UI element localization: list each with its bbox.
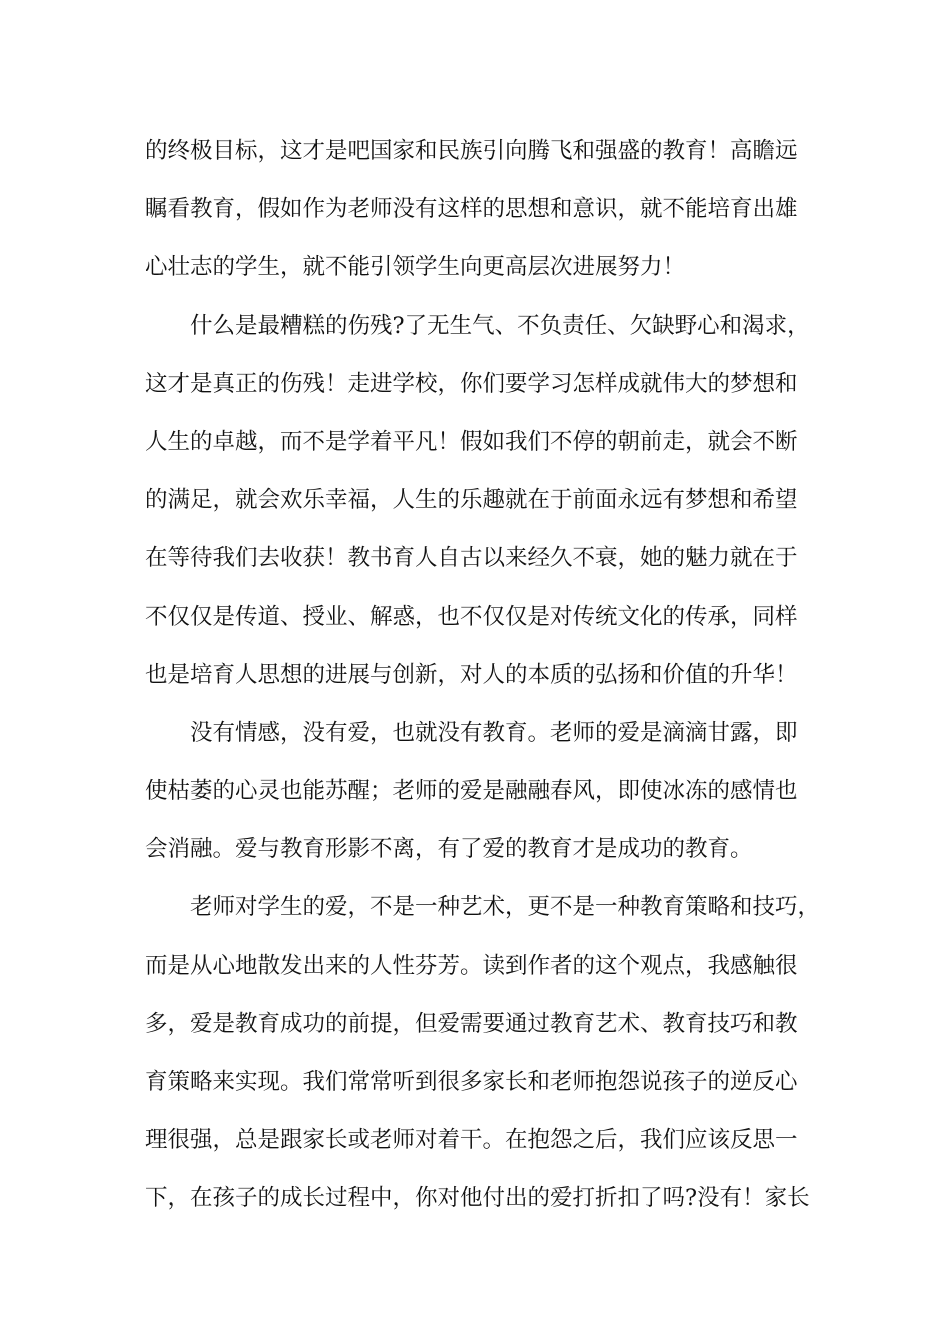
text-line: 会消融。爱与教育形影不离，有了爱的教育才是成功的教育。: [145, 836, 753, 863]
text-line: 也是培育人思想的进展与创新，对人的本质的弘扬和价值的升华！: [145, 661, 798, 688]
text-line: 育策略来实现。我们常常听到很多家长和老师抱怨说孩子的逆反心: [145, 1069, 798, 1095]
text-line: 心壮志的学生，就不能引领学生向更高层次进展努力！: [145, 254, 686, 281]
paragraph-start-line: 什么是最糟糕的伤残?了无生气、不负责任、欠缺野心和渴求，: [190, 312, 810, 339]
text-line: 下，在孩子的成长过程中，你对他付出的爱打折扣了吗?没有！家长: [145, 1185, 810, 1212]
text-line: 瞩看教育，假如作为老师没有这样的思想和意识，就不能培育出雄: [145, 196, 798, 223]
text-line: 而是从心地散发出来的人性芬芳。读到作者的这个观点，我感触很: [145, 952, 798, 979]
text-line: 不仅仅是传道、授业、解惑，也不仅仅是对传统文化的传承，同样: [145, 603, 798, 630]
text-line: 这才是真正的伤残！走进学校，你们要学习怎样成就伟大的梦想和: [145, 370, 798, 397]
text-line: 理很强，总是跟家长或老师对着干。在抱怨之后，我们应该反思一: [145, 1127, 798, 1154]
text-line: 使枯萎的心灵也能苏醒；老师的爱是融融春风，即使冰冻的感情也: [145, 778, 798, 805]
text-line: 的满足，就会欢乐幸福，人生的乐趣就在于前面永远有梦想和希望: [145, 487, 798, 514]
paragraph-start-line: 老师对学生的爱，不是一种艺术，更不是一种教育策略和技巧，: [190, 894, 821, 921]
paragraph-start-line: 没有情感，没有爱，也就没有教育。老师的爱是滴滴甘露，即: [190, 719, 798, 746]
text-line: 的终极目标，这才是吧国家和民族引向腾飞和强盛的教育！高瞻远: [145, 138, 798, 164]
text-line: 多，爱是教育成功的前提，但爱需要通过教育艺术、教育技巧和教: [145, 1010, 798, 1037]
body-text: [145, 128, 825, 1234]
text-line: 人生的卓越，而不是学着平凡！假如我们不停的朝前走，就会不断: [145, 428, 798, 455]
text-line: 在等待我们去收获！教书育人自古以来经久不衰，她的魅力就在于: [145, 545, 798, 572]
